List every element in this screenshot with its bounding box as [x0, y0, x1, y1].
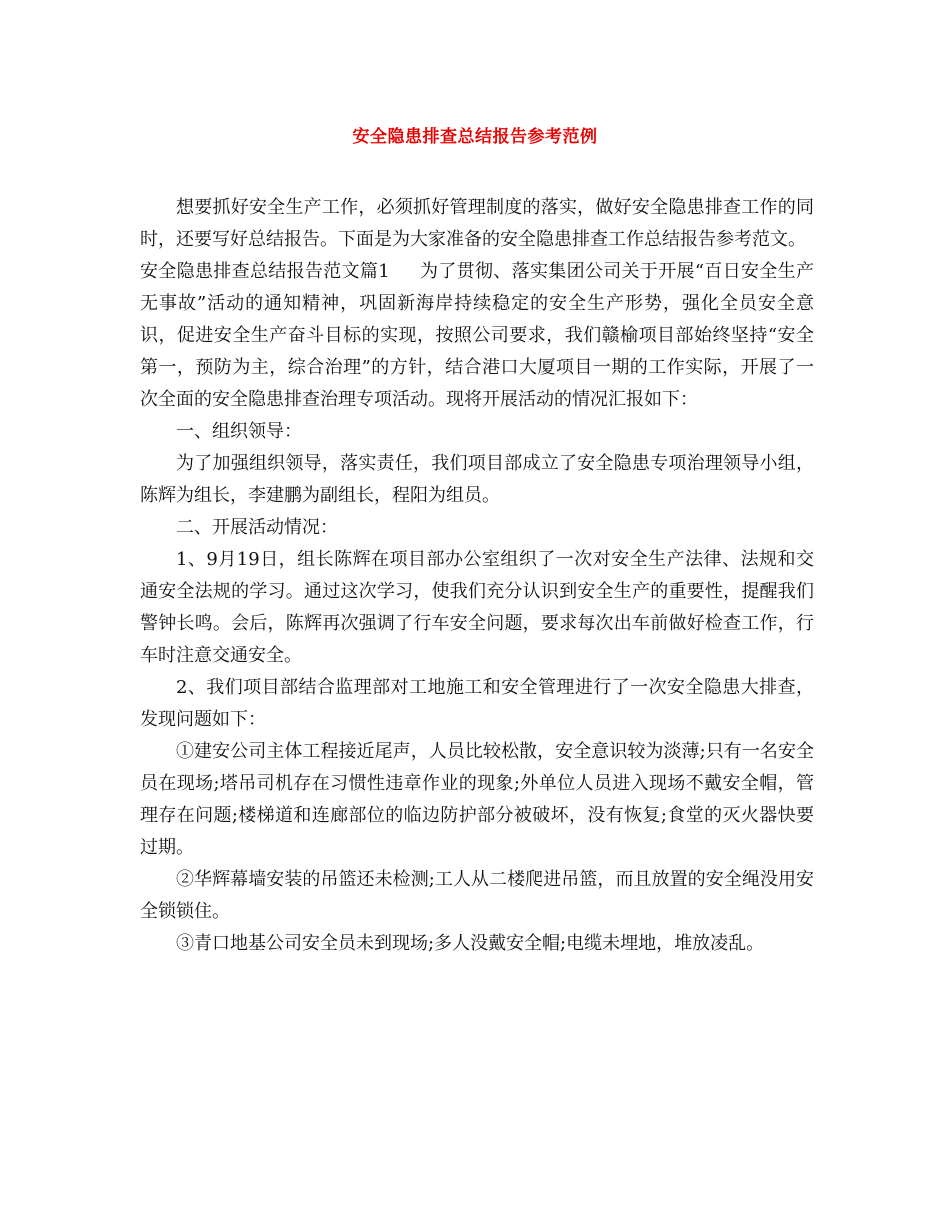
paragraph-issue-3: ③青口地基公司安全员未到现场;多人没戴安全帽;电缆未埋地，堆放凌乱。 — [176, 933, 765, 954]
article-text: 为了贯彻、落实集团公司关于开展“百日安全生产无事故”活动的通知精神，巩固新海岸持续稳定的安全生产形势，强化全员安全意识，促进安全生产奋斗目标的实现，按照公司要求，我们赣榆项目部始终坚持“安全第一，预防为主，综合治理”的方针，结合港口大厦项目一期的工作实际，开展了一次全面的安全隐患排查治理专项活动。现将开展活动的情况汇报如下： — [140, 261, 815, 410]
page-title: 安全隐患排查总结报告参考范例 — [352, 127, 598, 147]
article-heading: 安全隐患排查总结报告范文篇1 — [140, 261, 390, 282]
paragraph-article-1 — [140, 256, 814, 416]
paragraph-activity-1: 1、9月19日，组长陈辉在项目部办公室组织了一次对安全生产法律、法规和交通安全法规的学习。通过这次学习，使我们充分认识到安全生产的重要性，提醒我们警钟长鸣。会后，陈辉再次强调了行车安全问题，要求每次出车前做好检查工作，行车时注意交通安全。 — [140, 549, 814, 666]
paragraph-issue-1: ①建安公司主体工程接近尾声，人员比较松散，安全意识较为淡薄;只有一名安全员在现场;塔吊司机存在习惯性违章作业的现象;外单位人员进入现场不戴安全帽，管理存在问题;楼梯道和连廊部位的临边防护部分被破坏，没有恢复;食堂的灭火器快要过期。 — [140, 741, 814, 858]
document-body — [140, 192, 814, 960]
section-heading-organization: 一、组织领导： — [176, 421, 302, 442]
section-heading-activities: 二、开展活动情况： — [176, 517, 338, 538]
paragraph-activity-2: 2、我们项目部结合监理部对工地施工和安全管理进行了一次安全隐患大排查，发现问题如下： — [140, 677, 814, 730]
paragraph-issue-2: ②华辉幕墙安装的吊篮还未检测;工人从二楼爬进吊篮，而且放置的安全绳没用安全锁锁住。 — [140, 869, 814, 922]
paragraph-organization: 为了加强组织领导，落实责任，我们项目部成立了安全隐患专项治理领导小组，陈辉为组长，李建鹏为副组长，程阳为组员。 — [140, 453, 814, 506]
paragraph-intro: 想要抓好安全生产工作，必须抓好管理制度的落实，做好安全隐患排查工作的同时，还要写好总结报告。下面是为大家准备的安全隐患排查工作总结报告参考范文。 — [140, 197, 814, 250]
